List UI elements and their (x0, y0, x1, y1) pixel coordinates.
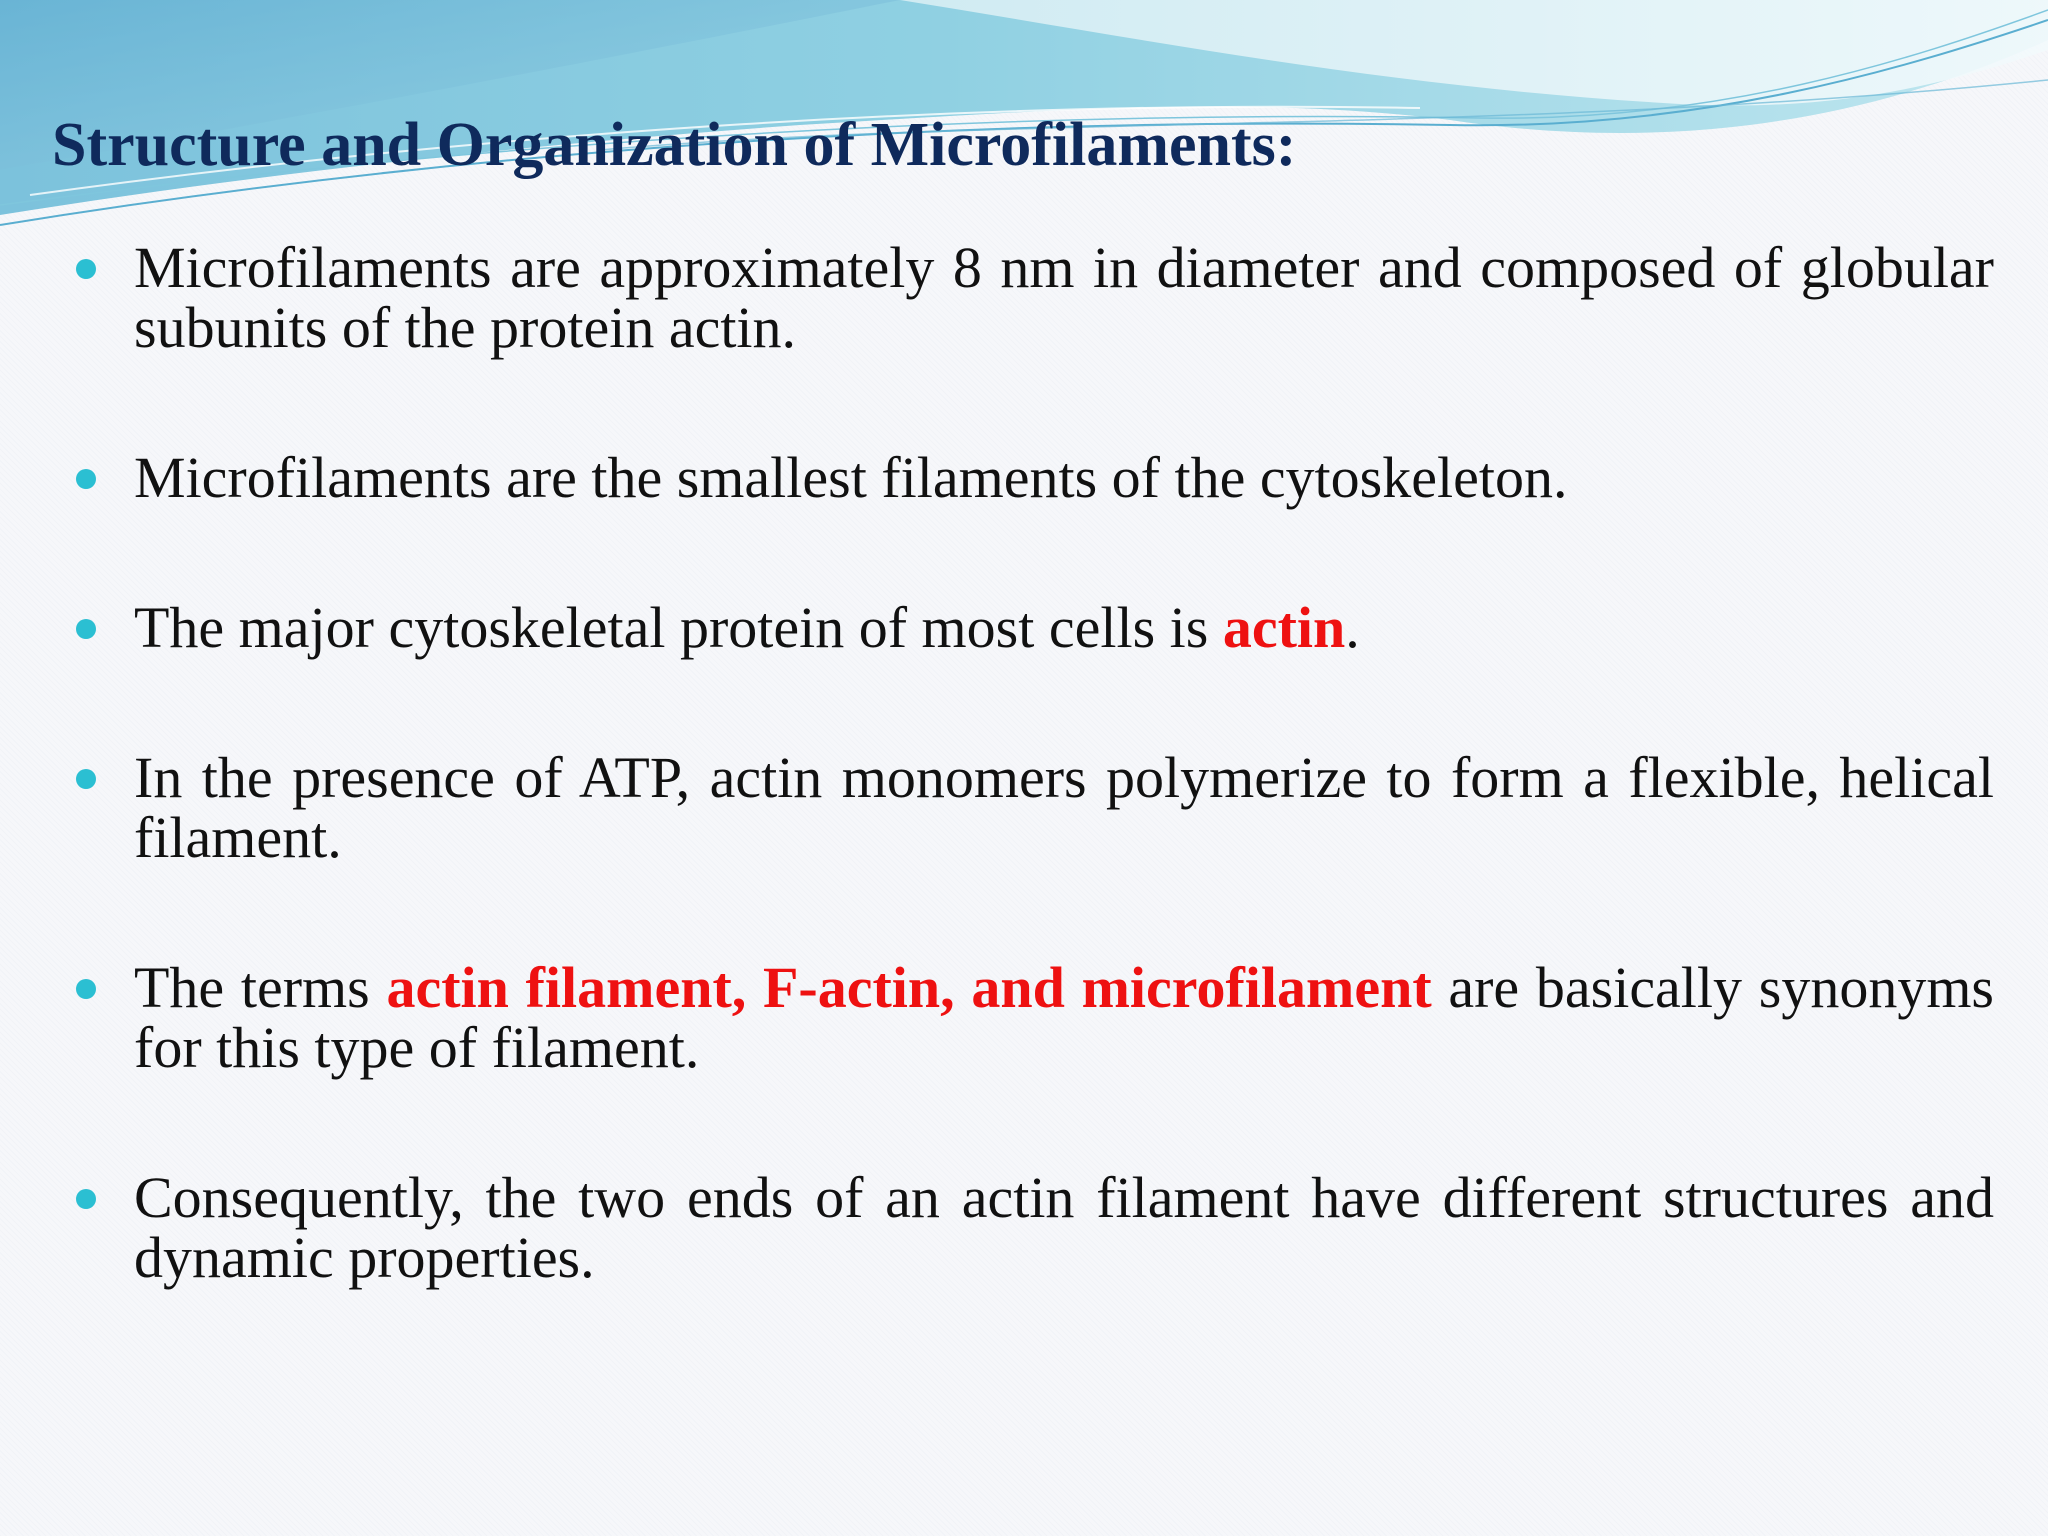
bullet-text: Microfilaments are the smallest filaments of the cytoskeleton. (134, 445, 1568, 510)
bullet-text-after: . (1345, 595, 1360, 660)
bullet-text: In the presence of ATP, actin monomers polymerize to form a flexible, helical filament. (134, 745, 1994, 870)
bullet-item (76, 595, 1994, 660)
bullet-item (76, 1165, 1994, 1290)
bullet-dot-icon (76, 619, 96, 639)
bullet-item (76, 745, 1994, 870)
bullet-dot-icon (76, 1189, 96, 1209)
bullet-text: The major cytoskeletal protein of most cells is (134, 595, 1223, 660)
bullet-highlight: actin (1222, 595, 1346, 660)
slide-title: Structure and Organization of Microfilaments: (52, 111, 1297, 179)
bullet-item (76, 235, 1994, 360)
bullet-dot-icon (76, 259, 96, 279)
bullet-highlight: actin filament, F-actin, and microfilament (386, 955, 1432, 1020)
bullet-text-after: are basically synonyms for this type of filament. (134, 955, 1995, 1080)
bullet-item (76, 955, 1995, 1080)
bullet-text: The terms (134, 955, 387, 1020)
bullet-text: Consequently, the two ends of an actin filament have different structures and dynamic properties. (134, 1165, 1994, 1290)
bullet-dot-icon (76, 979, 96, 999)
bullet-dot-icon (76, 469, 96, 489)
bullet-item (76, 445, 1994, 510)
bullet-list (76, 235, 1995, 1378)
bullet-dot-icon (76, 769, 96, 789)
bullet-text: Microfilaments are approximately 8 nm in diameter and composed of globular subunits of the protein actin. (134, 235, 1994, 360)
